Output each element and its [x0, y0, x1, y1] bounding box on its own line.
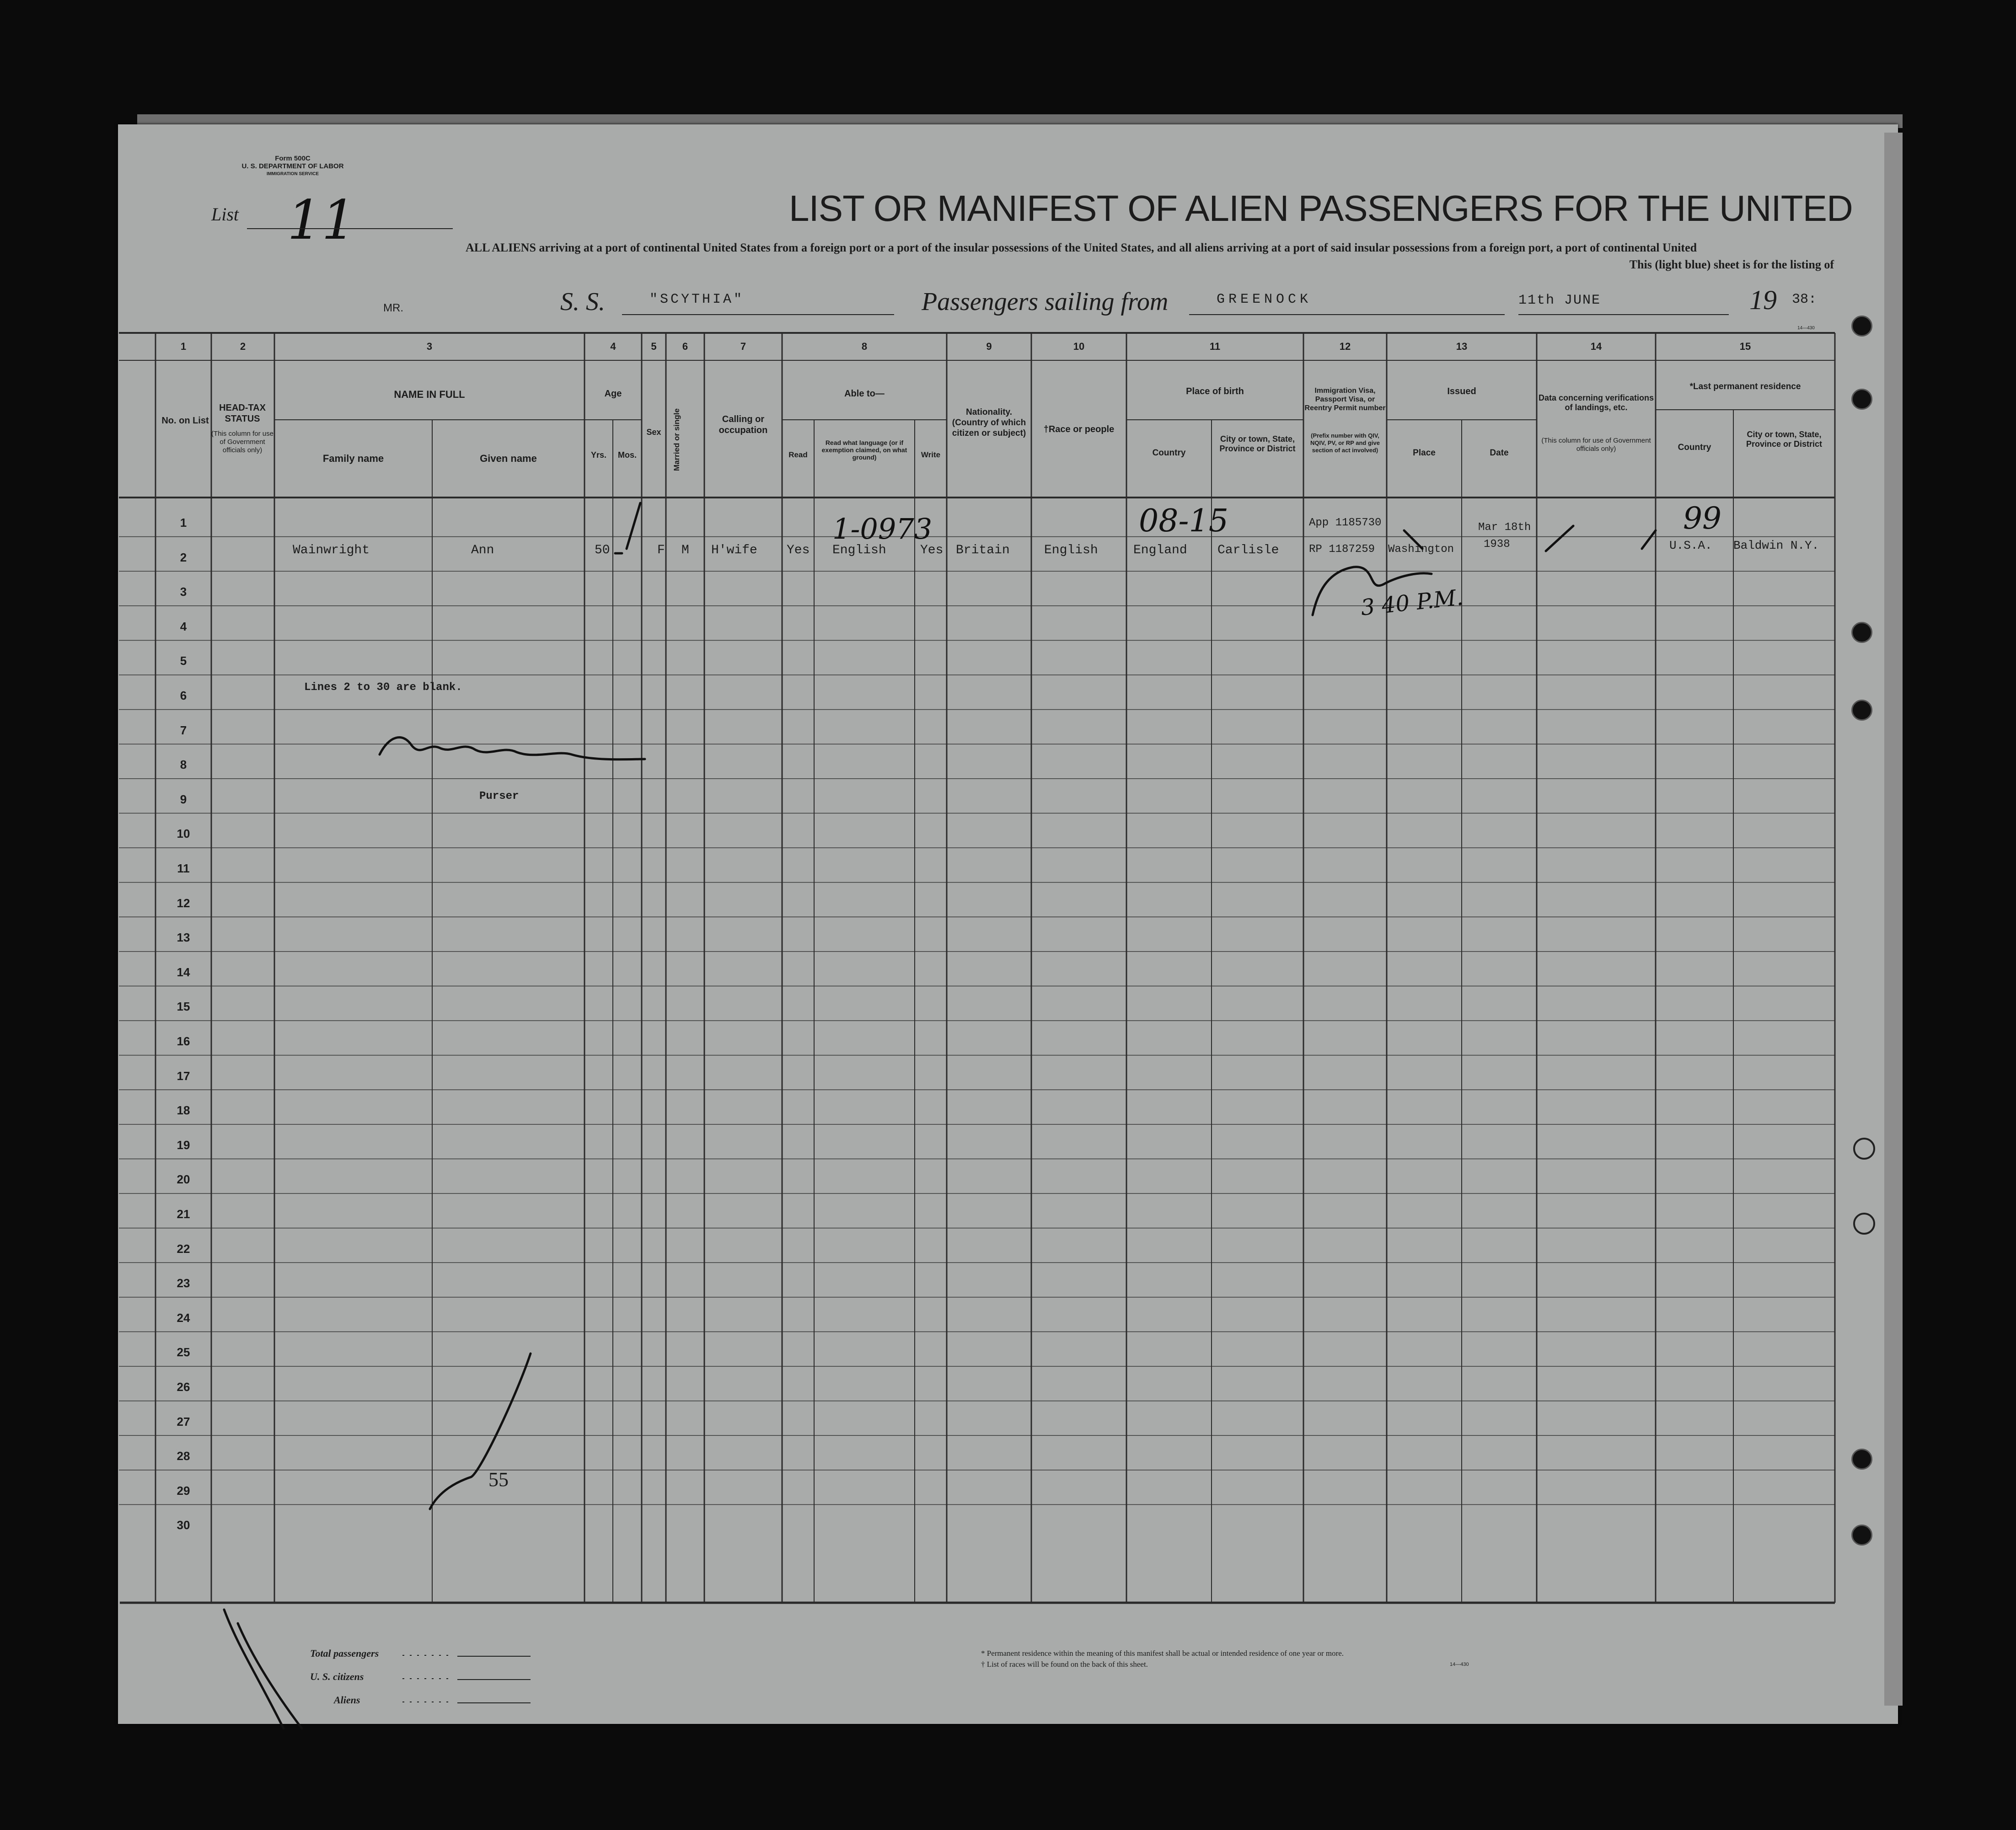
row-number: 2	[180, 550, 187, 564]
handwritten-language-code: 1-0973	[832, 512, 933, 546]
row-number: 21	[177, 1207, 190, 1221]
cell-read: Yes	[787, 543, 810, 557]
port-name: GREENOCK	[1217, 292, 1312, 307]
row-number: 30	[177, 1518, 190, 1532]
header-verifications-note: (This column for use of Government officials only)	[1541, 437, 1651, 453]
row-number: 15	[177, 1000, 190, 1014]
cell-issued-place: Washington	[1388, 543, 1454, 556]
cell-issued-date-2: 1938	[1484, 538, 1510, 551]
list-number: 11	[287, 188, 356, 251]
header-married: Married or single	[672, 408, 681, 471]
cell-issued-date-1: Mar 18th	[1478, 521, 1531, 534]
header-given-name: Given name	[480, 453, 537, 464]
year-suffix: 38:	[1792, 292, 1817, 307]
cell-age-yrs: 50	[595, 543, 610, 557]
subtitle-line-2: This (light blue) sheet is for the listing of	[1629, 258, 1834, 271]
row-number: 25	[177, 1345, 190, 1359]
row-number: 22	[177, 1241, 190, 1256]
column-number: 9	[986, 341, 992, 352]
binder-hole	[1851, 622, 1872, 643]
handwritten-residence-code: 99	[1683, 501, 1721, 536]
column-number: 5	[651, 341, 657, 352]
column-number: 4	[610, 341, 616, 352]
row-number: 16	[177, 1034, 190, 1048]
column-number: 12	[1339, 341, 1351, 352]
row-number: 20	[177, 1172, 190, 1187]
row-number: 10	[177, 827, 190, 841]
header-no-on-list: No. on List	[161, 416, 209, 426]
footer-note-residence: * Permanent residence within the meaning of this manifest shall be actual or intended residence of one year or more.	[981, 1649, 1344, 1658]
cell-birth-city: Carlisle	[1217, 543, 1279, 557]
binder-hole	[1853, 1213, 1875, 1235]
cell-res-country: U.S.A.	[1669, 539, 1712, 552]
header-read-language: Read what language (or if exemption claimed, on what ground)	[821, 439, 907, 461]
footer-aliens: Aliens	[334, 1694, 360, 1706]
header-yrs: Yrs.	[590, 450, 607, 460]
row-number: 29	[177, 1483, 190, 1498]
header-head-tax: HEAD-TAX STATUS	[219, 403, 266, 424]
ss-label: S. S.	[560, 288, 605, 316]
header-calling: Calling or occupation	[718, 414, 768, 435]
column-number: 6	[682, 341, 688, 352]
cell-res-city: Baldwin N.Y.	[1733, 539, 1819, 552]
header-family-name: Family name	[322, 453, 384, 464]
row-number: 17	[177, 1069, 190, 1083]
cell-sex: F	[657, 543, 665, 557]
cell-language: English	[832, 543, 886, 557]
sailing-label: Passengers sailing from	[922, 288, 1169, 316]
column-number: 2	[240, 341, 246, 352]
header-birth-city: City or town, State, Province or District	[1219, 434, 1296, 453]
cell-birth-country: England	[1133, 543, 1187, 557]
header-visa: Immigration Visa, Passport Visa, or Reentry Permit number	[1304, 387, 1386, 412]
header-age: Age	[604, 389, 622, 399]
header-sex: Sex	[646, 428, 661, 437]
cell-nationality: Britain	[956, 543, 1010, 557]
column-number: 1	[180, 341, 187, 352]
cell-visa-line-2: RP 1187259	[1309, 543, 1375, 556]
mr-label: MR.	[383, 302, 403, 314]
row-number: 1	[180, 516, 187, 530]
row-number: 26	[177, 1380, 190, 1394]
header-place-of-birth: Place of birth	[1186, 386, 1244, 396]
row-number: 27	[177, 1414, 190, 1429]
cell-family-name: Wainwright	[293, 543, 370, 557]
cell-occupation: H'wife	[711, 543, 757, 557]
row-number: 9	[180, 792, 187, 806]
cell-given-name: Ann	[471, 543, 494, 557]
cell-race: English	[1044, 543, 1098, 557]
column-number: 7	[740, 341, 746, 352]
row-number: 5	[180, 654, 187, 668]
subtitle-line-1: ALL ALIENS arriving at a port of continental United States from a foreign port or a port of the insular possessions of the United States, and all aliens arriving at a port of said insular possessions from a foreign port, a port of continental United	[466, 241, 1697, 254]
binder-hole	[1851, 700, 1872, 721]
header-verifications: Data concerning verifications of landings, etc.	[1538, 393, 1654, 412]
cell-write: Yes	[920, 543, 944, 557]
handwritten-birth-code: 08-15	[1139, 503, 1229, 539]
row-number: 4	[180, 619, 187, 633]
footer-code: 14—430	[1450, 1662, 1469, 1667]
row-number: 12	[177, 896, 190, 910]
row-number: 6	[180, 689, 187, 702]
header-race: †Race or people	[1043, 424, 1115, 434]
corner-code: 14—430	[1797, 326, 1815, 331]
header-issued-date: Date	[1490, 448, 1509, 458]
year-prefix: 19	[1749, 285, 1777, 315]
row-number: 19	[177, 1138, 190, 1152]
binder-hole	[1851, 389, 1872, 410]
header-head-tax-note: (This column for use of Government officials only)	[211, 430, 273, 454]
column-number: 14	[1590, 341, 1602, 352]
row-number: 11	[177, 861, 190, 875]
form-number: Form 500C U. S. DEPARTMENT OF LABOR IMMIGRATION SERVICE	[241, 155, 344, 177]
row-number: 23	[177, 1276, 190, 1290]
column-number: 13	[1456, 341, 1468, 352]
header-able-to: Able to—	[844, 389, 885, 399]
footer-total-passengers: Total passengers	[310, 1648, 379, 1659]
row-number: 13	[177, 931, 190, 945]
column-number: 10	[1073, 341, 1085, 352]
count-55: 55	[488, 1468, 509, 1491]
row-number: 3	[180, 585, 187, 599]
binder-hole	[1853, 1138, 1875, 1160]
footer-note-races: † List of races will be found on the back of this sheet.	[981, 1660, 1148, 1669]
ship-name: "SCYTHIA"	[649, 292, 745, 307]
footer-us-citizens: U. S. citizens	[310, 1671, 364, 1682]
purser-label: Purser	[479, 790, 519, 803]
header-visa-note: (Prefix number with QIV, NQIV, PV, or RP and give section of act involved)	[1310, 432, 1380, 454]
blank-lines-note: Lines 2 to 30 are blank.	[304, 681, 462, 694]
row-number: 24	[177, 1311, 190, 1325]
binder-hole	[1851, 1449, 1872, 1470]
column-number: 8	[861, 341, 868, 352]
header-read: Read	[788, 450, 808, 459]
list-label: List	[211, 204, 239, 225]
header-birth-country: Country	[1152, 448, 1186, 458]
header-res-country: Country	[1678, 443, 1711, 452]
header-mos: Mos.	[617, 450, 637, 460]
binder-hole	[1851, 316, 1872, 337]
header-last-residence: *Last permanent residence	[1689, 382, 1801, 391]
header-issued-place: Place	[1413, 448, 1436, 458]
column-number: 3	[426, 341, 433, 352]
manifest-title: LIST OR MANIFEST OF ALIEN PASSENGERS FOR THE UNITED	[789, 188, 1853, 229]
row-number: 7	[180, 723, 187, 737]
column-number: 11	[1209, 341, 1221, 352]
row-number: 28	[177, 1449, 190, 1463]
row-number: 18	[177, 1103, 190, 1118]
sailing-date: 11th JUNE	[1518, 293, 1601, 308]
cell-visa-line-1: App 1185730	[1309, 517, 1382, 529]
column-number: 15	[1739, 341, 1751, 352]
header-name-in-full: NAME IN FULL	[394, 389, 465, 400]
cell-marital: M	[681, 543, 689, 557]
row-number: 8	[180, 758, 187, 772]
binder-hole	[1851, 1525, 1872, 1546]
header-nationality: Nationality. (Country of which citizen or subject)	[952, 407, 1026, 438]
header-issued: Issued	[1447, 386, 1476, 396]
header-write: Write	[921, 450, 941, 459]
row-number: 14	[177, 965, 190, 979]
handwritten-visa-time: 3 40 P.M.	[1359, 584, 1464, 621]
header-res-city: City or town, State, Province or District	[1746, 430, 1823, 449]
